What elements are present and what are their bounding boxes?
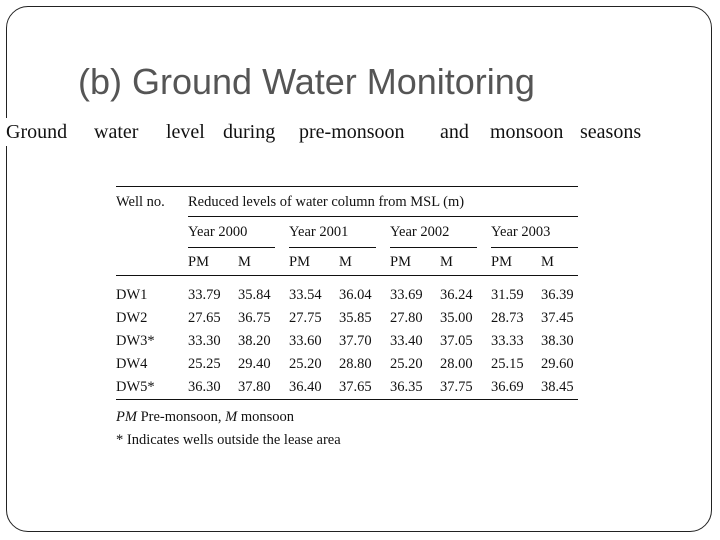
table-cell: 25.15 xyxy=(491,356,524,372)
table-cell: 35.00 xyxy=(440,310,473,326)
table-cell: 38.45 xyxy=(541,379,574,395)
table-cell: 33.79 xyxy=(188,287,221,303)
header-well-no: Well no. xyxy=(116,194,165,210)
table-cell: 25.25 xyxy=(188,356,221,372)
well-id: DW3* xyxy=(116,333,155,349)
table-cell: 38.20 xyxy=(238,333,271,349)
table-bottom-rule xyxy=(116,399,578,400)
table-cell: 29.40 xyxy=(238,356,271,372)
year-header: Year 2002 xyxy=(390,224,450,240)
m-abbreviation: M xyxy=(225,409,238,425)
sub-header: PM xyxy=(491,254,512,270)
sub-header: M xyxy=(238,254,251,270)
sub-header: PM xyxy=(188,254,209,270)
table-cell: 36.75 xyxy=(238,310,271,326)
slide-title: (b) Ground Water Monitoring xyxy=(78,61,535,102)
table-cell: 27.80 xyxy=(390,310,423,326)
table-cell: 37.45 xyxy=(541,310,574,326)
well-id: DW4 xyxy=(116,356,148,372)
table-cell: 33.33 xyxy=(491,333,524,349)
well-id: DW2 xyxy=(116,310,148,326)
table-cell: 36.69 xyxy=(491,379,524,395)
caption-word: level xyxy=(166,121,205,143)
well-id: DW5* xyxy=(116,379,155,395)
table-cell: 38.30 xyxy=(541,333,574,349)
table-cell: 36.30 xyxy=(188,379,221,395)
table-cell: 35.85 xyxy=(339,310,372,326)
table-cell: 35.84 xyxy=(238,287,271,303)
table-cell: 33.40 xyxy=(390,333,423,349)
header-bottom-rule xyxy=(116,275,578,276)
table-cell: 36.24 xyxy=(440,287,473,303)
table-cell: 33.54 xyxy=(289,287,322,303)
table-group-rule xyxy=(188,216,578,217)
caption-word: Ground xyxy=(6,121,68,143)
table-cell: 27.75 xyxy=(289,310,322,326)
water-level-table xyxy=(116,186,578,400)
year-rule xyxy=(491,247,578,248)
table-cell: 25.20 xyxy=(390,356,423,372)
sub-header: PM xyxy=(289,254,310,270)
table-cell: 36.39 xyxy=(541,287,574,303)
table-cell: 37.80 xyxy=(238,379,271,395)
well-id: DW1 xyxy=(116,287,148,303)
table-cell: 37.65 xyxy=(339,379,372,395)
table-cell: 36.35 xyxy=(390,379,423,395)
table-cell: 36.04 xyxy=(339,287,372,303)
year-rule xyxy=(188,247,275,248)
table-top-rule xyxy=(116,186,578,187)
caption-word: seasons xyxy=(580,121,642,143)
caption-word: during xyxy=(223,121,276,143)
caption-word: monsoon xyxy=(490,121,564,143)
table-cell: 27.65 xyxy=(188,310,221,326)
table-cell: 37.70 xyxy=(339,333,372,349)
table-cell: 25.20 xyxy=(289,356,322,372)
pm-abbreviation: PM xyxy=(116,409,137,425)
caption-word: pre-monsoon xyxy=(299,121,405,143)
sub-header: M xyxy=(339,254,352,270)
sub-header: M xyxy=(541,254,554,270)
table-cell: 36.40 xyxy=(289,379,322,395)
pm-description: Pre-monsoon, xyxy=(136,409,226,425)
caption-word: and xyxy=(440,121,469,143)
sub-header: PM xyxy=(390,254,411,270)
asterisk-note: * Indicates wells outside the lease area xyxy=(116,432,341,448)
table-cell: 28.73 xyxy=(491,310,524,326)
table-cell: 31.59 xyxy=(491,287,524,303)
table-cell: 33.60 xyxy=(289,333,322,349)
sub-header: M xyxy=(440,254,453,270)
m-description: monsoon xyxy=(237,409,295,425)
abbreviation-note xyxy=(116,408,294,426)
table-cell: 29.60 xyxy=(541,356,574,372)
year-rule xyxy=(289,247,376,248)
year-header: Year 2000 xyxy=(188,224,248,240)
year-header: Year 2003 xyxy=(491,224,551,240)
table-cell: 37.05 xyxy=(440,333,473,349)
table-cell: 37.75 xyxy=(440,379,473,395)
year-rule xyxy=(390,247,477,248)
table-cell: 33.69 xyxy=(390,287,423,303)
table-cell: 28.80 xyxy=(339,356,372,372)
table-cell: 33.30 xyxy=(188,333,221,349)
year-header: Year 2001 xyxy=(289,224,349,240)
table-caption xyxy=(6,118,656,146)
table-cell: 28.00 xyxy=(440,356,473,372)
caption-word: water xyxy=(94,121,139,143)
header-reduced-levels: Reduced levels of water column from MSL (m) xyxy=(188,194,465,210)
